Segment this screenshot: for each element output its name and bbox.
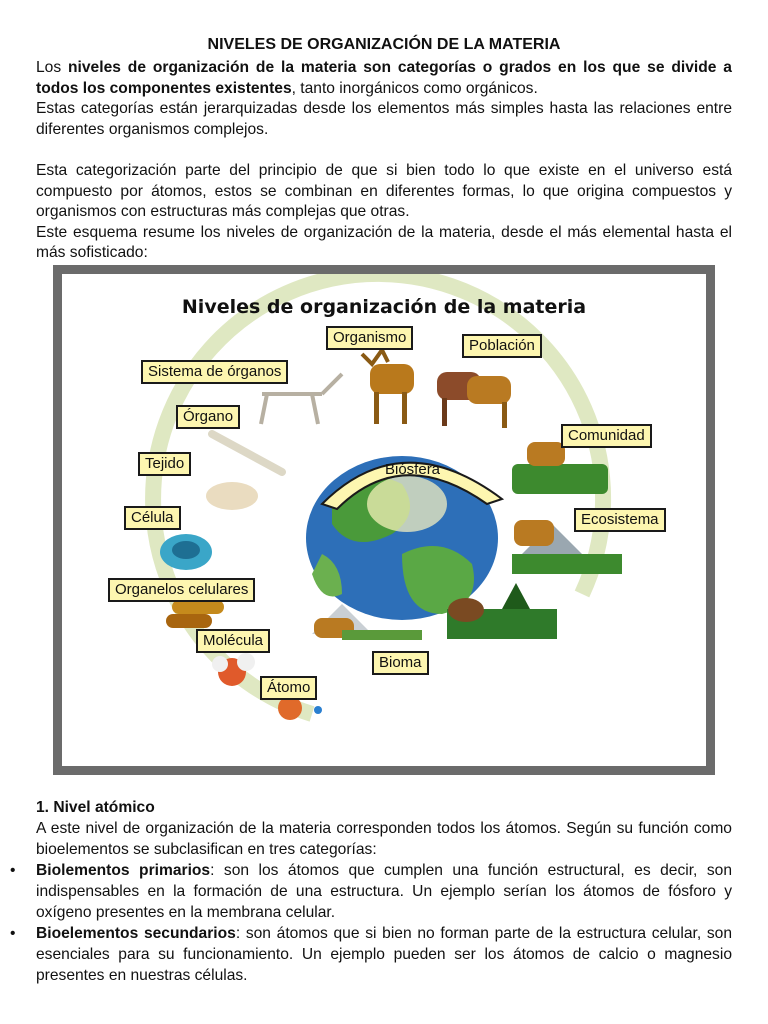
label-molecula: Molécula xyxy=(196,629,270,653)
label-celula: Célula xyxy=(124,506,181,530)
diagram xyxy=(62,274,706,766)
scheme-text: Este esquema resume los niveles de organización de la materia, desde el más elemental hasta el más sofisticado: xyxy=(36,223,732,262)
section-heading: 1. Nivel atómico xyxy=(36,799,155,816)
label-atomo: Átomo xyxy=(260,676,317,700)
label-biosfera: Biósfera xyxy=(385,461,441,478)
label-organo: Órgano xyxy=(176,405,240,429)
label-bioma: Bioma xyxy=(372,651,429,675)
label-comunidad: Comunidad xyxy=(561,424,652,448)
intro-lead: Los xyxy=(36,59,69,76)
tissue-icon xyxy=(206,482,258,510)
intro-paragraph xyxy=(36,58,732,140)
list-item-term: Biolementos primarios xyxy=(36,862,211,879)
moose-population-icon xyxy=(437,372,511,428)
list-item-text: : son los átomos que cumplen una función estructural, es decir, son indispensables en la formación de una estructura. Un ejemplo serían los átomos de fósforo y oxígeno presentes en la membrana celular. xyxy=(36,862,732,921)
page-title: NIVELES DE ORGANIZACIÓN DE LA MATERIA xyxy=(207,36,561,53)
bullet-icon: • xyxy=(10,925,16,943)
label-sistema-de-organos: Sistema de órganos xyxy=(141,360,288,384)
label-organismo: Organismo xyxy=(326,326,413,350)
bone-icon xyxy=(212,434,282,472)
section-intro: A este nivel de organización de la materia corresponden todos los átomos. Según su función como bioelementos se subclasifican en tres categorías: xyxy=(36,820,732,858)
label-organelos-celulares: Organelos celulares xyxy=(108,578,255,602)
bullet-icon: • xyxy=(10,862,16,879)
moose-icon xyxy=(362,350,414,424)
body-paragraph xyxy=(36,161,732,264)
organelle-icon xyxy=(166,600,224,628)
intro-line2: Estas categorías están jerarquizadas desde los elementos más simples hasta las relaciones entre diferentes organismos complejos. xyxy=(36,100,732,138)
bioelement-list xyxy=(10,861,732,988)
list-item xyxy=(10,861,732,923)
cell-icon xyxy=(160,534,212,570)
list-item-text: : son átomos que si bien no forman parte de la estructura celular, son esenciales para su funcionamiento. Un ejemplo pueden ser los átomos de calcio o magnesio presentes en nuestras células. xyxy=(36,925,732,984)
diagram-title: Niveles de organización de la materia xyxy=(181,296,587,318)
intro-definition: niveles de organización de la materia son categorías o grados en los que se divide a todos los componentes existentes xyxy=(36,59,732,97)
list-item-term: Bioelementos secundarios xyxy=(36,925,236,943)
label-tejido: Tejido xyxy=(138,452,191,476)
label-poblacion: Población xyxy=(462,334,542,358)
list-item xyxy=(10,924,732,986)
categorization-text: Esta categorización parte del principio de que si bien todo lo que existe en el universo está compuesto por átomos, estos se combinan en diferentes formas, lo que origina compuestos y organismos con estructuras más complejas que otras. xyxy=(36,162,732,221)
label-ecosistema: Ecosistema xyxy=(574,508,666,532)
intro-tail: , tanto inorgánicos como orgánicos. xyxy=(291,79,538,97)
diagram-frame xyxy=(53,265,715,775)
